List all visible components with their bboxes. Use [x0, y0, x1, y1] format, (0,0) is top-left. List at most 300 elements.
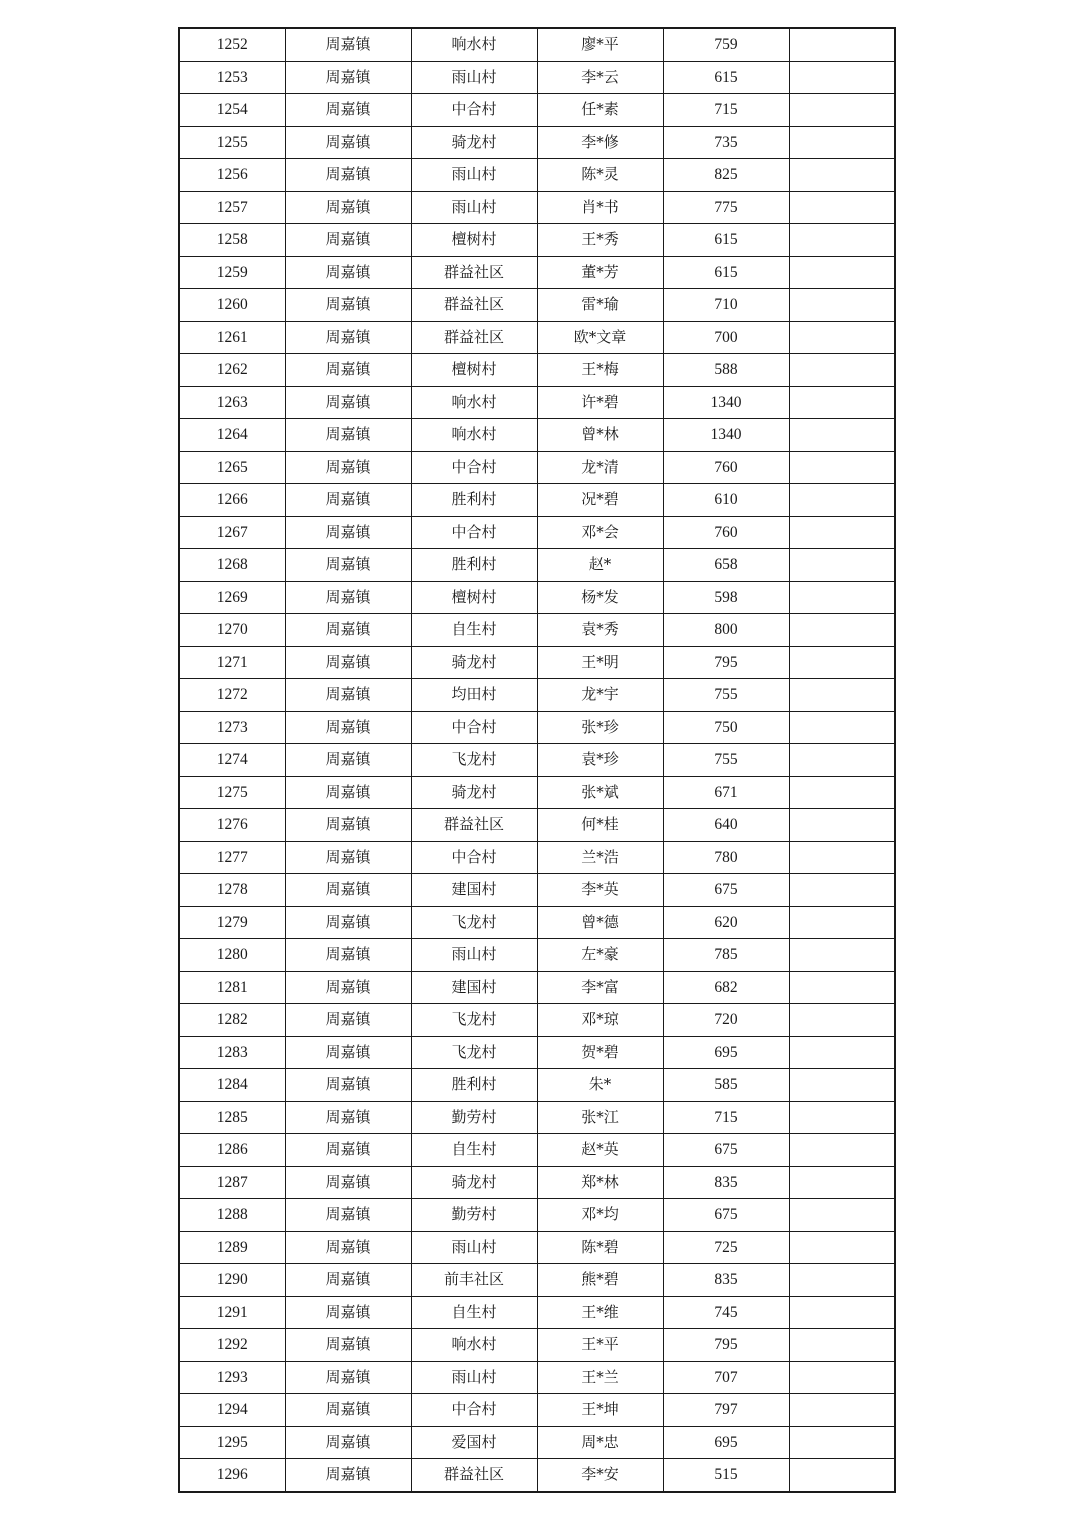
person-name-cell: 王*维 — [537, 1296, 663, 1329]
amount-cell: 780 — [663, 841, 789, 874]
remark-cell — [789, 841, 895, 874]
town-cell: 周嘉镇 — [285, 256, 411, 289]
table-row — [179, 1166, 895, 1199]
serial-number-cell: 1270 — [179, 614, 285, 647]
remark-cell — [789, 1296, 895, 1329]
amount-cell: 615 — [663, 61, 789, 94]
serial-number-cell: 1293 — [179, 1361, 285, 1394]
amount-cell: 1340 — [663, 386, 789, 419]
village-cell: 建国村 — [411, 874, 537, 907]
village-cell: 群益社区 — [411, 321, 537, 354]
table-row — [179, 679, 895, 712]
table-row — [179, 1069, 895, 1102]
town-cell: 周嘉镇 — [285, 1426, 411, 1459]
town-cell: 周嘉镇 — [285, 1361, 411, 1394]
village-cell: 骑龙村 — [411, 1166, 537, 1199]
village-cell: 建国村 — [411, 971, 537, 1004]
village-cell: 中合村 — [411, 841, 537, 874]
table-row — [179, 256, 895, 289]
village-cell: 响水村 — [411, 28, 537, 61]
person-name-cell: 陈*灵 — [537, 159, 663, 192]
serial-number-cell: 1268 — [179, 549, 285, 582]
remark-cell — [789, 419, 895, 452]
remark-cell — [789, 809, 895, 842]
town-cell: 周嘉镇 — [285, 1231, 411, 1264]
person-name-cell: 李*富 — [537, 971, 663, 1004]
person-name-cell: 赵* — [537, 549, 663, 582]
amount-cell: 797 — [663, 1394, 789, 1427]
person-name-cell: 朱* — [537, 1069, 663, 1102]
serial-number-cell: 1279 — [179, 906, 285, 939]
table-row — [179, 1361, 895, 1394]
roster-table — [178, 27, 896, 1493]
person-name-cell: 李*修 — [537, 126, 663, 159]
village-cell: 自生村 — [411, 614, 537, 647]
village-cell: 群益社区 — [411, 289, 537, 322]
village-cell: 群益社区 — [411, 256, 537, 289]
town-cell: 周嘉镇 — [285, 224, 411, 257]
person-name-cell: 张*江 — [537, 1101, 663, 1134]
amount-cell: 695 — [663, 1036, 789, 1069]
remark-cell — [789, 1459, 895, 1492]
person-name-cell: 雷*瑜 — [537, 289, 663, 322]
amount-cell: 715 — [663, 1101, 789, 1134]
table-row — [179, 159, 895, 192]
table-row — [179, 289, 895, 322]
serial-number-cell: 1263 — [179, 386, 285, 419]
town-cell: 周嘉镇 — [285, 971, 411, 1004]
village-cell: 胜利村 — [411, 549, 537, 582]
table-row — [179, 874, 895, 907]
person-name-cell: 邓*均 — [537, 1199, 663, 1232]
village-cell: 响水村 — [411, 386, 537, 419]
serial-number-cell: 1254 — [179, 94, 285, 127]
town-cell: 周嘉镇 — [285, 1459, 411, 1492]
table-row — [179, 61, 895, 94]
town-cell: 周嘉镇 — [285, 679, 411, 712]
remark-cell — [789, 386, 895, 419]
village-cell: 中合村 — [411, 516, 537, 549]
table-row — [179, 549, 895, 582]
serial-number-cell: 1289 — [179, 1231, 285, 1264]
town-cell: 周嘉镇 — [285, 1296, 411, 1329]
serial-number-cell: 1261 — [179, 321, 285, 354]
remark-cell — [789, 874, 895, 907]
town-cell: 周嘉镇 — [285, 549, 411, 582]
table-row — [179, 614, 895, 647]
serial-number-cell: 1264 — [179, 419, 285, 452]
person-name-cell: 曾*林 — [537, 419, 663, 452]
town-cell: 周嘉镇 — [285, 1134, 411, 1167]
person-name-cell: 龙*宇 — [537, 679, 663, 712]
village-cell: 檀树村 — [411, 224, 537, 257]
village-cell: 中合村 — [411, 94, 537, 127]
table-row — [179, 1036, 895, 1069]
amount-cell: 675 — [663, 1199, 789, 1232]
amount-cell: 760 — [663, 516, 789, 549]
remark-cell — [789, 321, 895, 354]
village-cell: 飞龙村 — [411, 1036, 537, 1069]
town-cell: 周嘉镇 — [285, 1264, 411, 1297]
serial-number-cell: 1277 — [179, 841, 285, 874]
serial-number-cell: 1272 — [179, 679, 285, 712]
table-row — [179, 809, 895, 842]
remark-cell — [789, 744, 895, 777]
remark-cell — [789, 581, 895, 614]
person-name-cell: 张*珍 — [537, 711, 663, 744]
table-row — [179, 1231, 895, 1264]
table-row — [179, 126, 895, 159]
table-row — [179, 1101, 895, 1134]
village-cell: 勤劳村 — [411, 1199, 537, 1232]
table-row — [179, 191, 895, 224]
amount-cell: 835 — [663, 1264, 789, 1297]
remark-cell — [789, 1329, 895, 1362]
remark-cell — [789, 256, 895, 289]
serial-number-cell: 1274 — [179, 744, 285, 777]
amount-cell: 720 — [663, 1004, 789, 1037]
amount-cell: 725 — [663, 1231, 789, 1264]
town-cell: 周嘉镇 — [285, 1166, 411, 1199]
person-name-cell: 况*碧 — [537, 484, 663, 517]
person-name-cell: 贺*碧 — [537, 1036, 663, 1069]
table-row — [179, 386, 895, 419]
remark-cell — [789, 711, 895, 744]
town-cell: 周嘉镇 — [285, 28, 411, 61]
town-cell: 周嘉镇 — [285, 646, 411, 679]
town-cell: 周嘉镇 — [285, 321, 411, 354]
amount-cell: 658 — [663, 549, 789, 582]
person-name-cell: 陈*碧 — [537, 1231, 663, 1264]
person-name-cell: 欧*文章 — [537, 321, 663, 354]
table-row — [179, 28, 895, 61]
remark-cell — [789, 1134, 895, 1167]
table-row — [179, 744, 895, 777]
table-row — [179, 1134, 895, 1167]
amount-cell: 671 — [663, 776, 789, 809]
serial-number-cell: 1281 — [179, 971, 285, 1004]
village-cell: 雨山村 — [411, 1231, 537, 1264]
serial-number-cell: 1271 — [179, 646, 285, 679]
serial-number-cell: 1275 — [179, 776, 285, 809]
amount-cell: 585 — [663, 1069, 789, 1102]
amount-cell: 588 — [663, 354, 789, 387]
town-cell: 周嘉镇 — [285, 1004, 411, 1037]
town-cell: 周嘉镇 — [285, 1394, 411, 1427]
remark-cell — [789, 28, 895, 61]
person-name-cell: 周*忠 — [537, 1426, 663, 1459]
town-cell: 周嘉镇 — [285, 191, 411, 224]
amount-cell: 715 — [663, 94, 789, 127]
table-row — [179, 1264, 895, 1297]
person-name-cell: 左*豪 — [537, 939, 663, 972]
serial-number-cell: 1292 — [179, 1329, 285, 1362]
amount-cell: 710 — [663, 289, 789, 322]
table-row — [179, 1004, 895, 1037]
serial-number-cell: 1260 — [179, 289, 285, 322]
serial-number-cell: 1255 — [179, 126, 285, 159]
town-cell: 周嘉镇 — [285, 386, 411, 419]
serial-number-cell: 1283 — [179, 1036, 285, 1069]
serial-number-cell: 1259 — [179, 256, 285, 289]
village-cell: 飞龙村 — [411, 1004, 537, 1037]
remark-cell — [789, 159, 895, 192]
table-row — [179, 516, 895, 549]
village-cell: 勤劳村 — [411, 1101, 537, 1134]
amount-cell: 755 — [663, 679, 789, 712]
amount-cell: 700 — [663, 321, 789, 354]
village-cell: 雨山村 — [411, 939, 537, 972]
remark-cell — [789, 549, 895, 582]
person-name-cell: 董*芳 — [537, 256, 663, 289]
roster-table-body — [179, 28, 895, 1492]
remark-cell — [789, 451, 895, 484]
amount-cell: 615 — [663, 224, 789, 257]
village-cell: 胜利村 — [411, 484, 537, 517]
remark-cell — [789, 906, 895, 939]
serial-number-cell: 1257 — [179, 191, 285, 224]
amount-cell: 615 — [663, 256, 789, 289]
remark-cell — [789, 614, 895, 647]
town-cell: 周嘉镇 — [285, 484, 411, 517]
amount-cell: 707 — [663, 1361, 789, 1394]
remark-cell — [789, 1394, 895, 1427]
person-name-cell: 龙*清 — [537, 451, 663, 484]
town-cell: 周嘉镇 — [285, 126, 411, 159]
table-row — [179, 484, 895, 517]
village-cell: 中合村 — [411, 1394, 537, 1427]
remark-cell — [789, 679, 895, 712]
serial-number-cell: 1288 — [179, 1199, 285, 1232]
remark-cell — [789, 776, 895, 809]
person-name-cell: 任*素 — [537, 94, 663, 127]
amount-cell: 682 — [663, 971, 789, 1004]
amount-cell: 745 — [663, 1296, 789, 1329]
table-row — [179, 1329, 895, 1362]
village-cell: 均田村 — [411, 679, 537, 712]
village-cell: 骑龙村 — [411, 646, 537, 679]
remark-cell — [789, 1361, 895, 1394]
table-row — [179, 1426, 895, 1459]
village-cell: 骑龙村 — [411, 776, 537, 809]
remark-cell — [789, 1231, 895, 1264]
person-name-cell: 廖*平 — [537, 28, 663, 61]
town-cell: 周嘉镇 — [285, 1329, 411, 1362]
amount-cell: 835 — [663, 1166, 789, 1199]
person-name-cell: 李*安 — [537, 1459, 663, 1492]
serial-number-cell: 1258 — [179, 224, 285, 257]
town-cell: 周嘉镇 — [285, 1199, 411, 1232]
person-name-cell: 何*桂 — [537, 809, 663, 842]
village-cell: 自生村 — [411, 1296, 537, 1329]
village-cell: 雨山村 — [411, 191, 537, 224]
person-name-cell: 肖*书 — [537, 191, 663, 224]
serial-number-cell: 1273 — [179, 711, 285, 744]
town-cell: 周嘉镇 — [285, 419, 411, 452]
table-row — [179, 354, 895, 387]
remark-cell — [789, 1101, 895, 1134]
remark-cell — [789, 484, 895, 517]
table-row — [179, 321, 895, 354]
serial-number-cell: 1291 — [179, 1296, 285, 1329]
village-cell: 雨山村 — [411, 159, 537, 192]
table-row — [179, 939, 895, 972]
town-cell: 周嘉镇 — [285, 581, 411, 614]
amount-cell: 515 — [663, 1459, 789, 1492]
person-name-cell: 袁*珍 — [537, 744, 663, 777]
person-name-cell: 王*坤 — [537, 1394, 663, 1427]
town-cell: 周嘉镇 — [285, 744, 411, 777]
person-name-cell: 邓*会 — [537, 516, 663, 549]
person-name-cell: 李*英 — [537, 874, 663, 907]
remark-cell — [789, 1004, 895, 1037]
serial-number-cell: 1290 — [179, 1264, 285, 1297]
village-cell: 自生村 — [411, 1134, 537, 1167]
town-cell: 周嘉镇 — [285, 906, 411, 939]
amount-cell: 640 — [663, 809, 789, 842]
serial-number-cell: 1280 — [179, 939, 285, 972]
remark-cell — [789, 1069, 895, 1102]
remark-cell — [789, 61, 895, 94]
village-cell: 骑龙村 — [411, 126, 537, 159]
village-cell: 飞龙村 — [411, 744, 537, 777]
person-name-cell: 邓*琼 — [537, 1004, 663, 1037]
remark-cell — [789, 126, 895, 159]
amount-cell: 675 — [663, 874, 789, 907]
serial-number-cell: 1287 — [179, 1166, 285, 1199]
table-row — [179, 776, 895, 809]
person-name-cell: 袁*秀 — [537, 614, 663, 647]
serial-number-cell: 1278 — [179, 874, 285, 907]
table-row — [179, 1459, 895, 1492]
person-name-cell: 王*平 — [537, 1329, 663, 1362]
town-cell: 周嘉镇 — [285, 516, 411, 549]
table-row — [179, 1199, 895, 1232]
remark-cell — [789, 1199, 895, 1232]
village-cell: 雨山村 — [411, 61, 537, 94]
person-name-cell: 王*梅 — [537, 354, 663, 387]
village-cell: 檀树村 — [411, 581, 537, 614]
person-name-cell: 郑*林 — [537, 1166, 663, 1199]
town-cell: 周嘉镇 — [285, 776, 411, 809]
amount-cell: 735 — [663, 126, 789, 159]
table-row — [179, 224, 895, 257]
serial-number-cell: 1284 — [179, 1069, 285, 1102]
person-name-cell: 王*秀 — [537, 224, 663, 257]
amount-cell: 760 — [663, 451, 789, 484]
village-cell: 响水村 — [411, 419, 537, 452]
town-cell: 周嘉镇 — [285, 809, 411, 842]
serial-number-cell: 1295 — [179, 1426, 285, 1459]
table-row — [179, 94, 895, 127]
serial-number-cell: 1269 — [179, 581, 285, 614]
village-cell: 群益社区 — [411, 809, 537, 842]
remark-cell — [789, 224, 895, 257]
village-cell: 飞龙村 — [411, 906, 537, 939]
table-row — [179, 419, 895, 452]
remark-cell — [789, 191, 895, 224]
serial-number-cell: 1267 — [179, 516, 285, 549]
table-row — [179, 451, 895, 484]
person-name-cell: 赵*英 — [537, 1134, 663, 1167]
amount-cell: 695 — [663, 1426, 789, 1459]
town-cell: 周嘉镇 — [285, 1101, 411, 1134]
remark-cell — [789, 1264, 895, 1297]
town-cell: 周嘉镇 — [285, 1069, 411, 1102]
serial-number-cell: 1285 — [179, 1101, 285, 1134]
serial-number-cell: 1296 — [179, 1459, 285, 1492]
serial-number-cell: 1286 — [179, 1134, 285, 1167]
table-row — [179, 971, 895, 1004]
village-cell: 前丰社区 — [411, 1264, 537, 1297]
amount-cell: 825 — [663, 159, 789, 192]
amount-cell: 598 — [663, 581, 789, 614]
table-row — [179, 1394, 895, 1427]
village-cell: 雨山村 — [411, 1361, 537, 1394]
amount-cell: 610 — [663, 484, 789, 517]
town-cell: 周嘉镇 — [285, 61, 411, 94]
remark-cell — [789, 354, 895, 387]
remark-cell — [789, 646, 895, 679]
remark-cell — [789, 289, 895, 322]
amount-cell: 800 — [663, 614, 789, 647]
serial-number-cell: 1262 — [179, 354, 285, 387]
table-row — [179, 581, 895, 614]
town-cell: 周嘉镇 — [285, 614, 411, 647]
village-cell: 胜利村 — [411, 1069, 537, 1102]
village-cell: 中合村 — [411, 711, 537, 744]
person-name-cell: 王*兰 — [537, 1361, 663, 1394]
amount-cell: 675 — [663, 1134, 789, 1167]
serial-number-cell: 1252 — [179, 28, 285, 61]
amount-cell: 785 — [663, 939, 789, 972]
town-cell: 周嘉镇 — [285, 159, 411, 192]
town-cell: 周嘉镇 — [285, 451, 411, 484]
person-name-cell: 熊*碧 — [537, 1264, 663, 1297]
town-cell: 周嘉镇 — [285, 939, 411, 972]
amount-cell: 795 — [663, 646, 789, 679]
serial-number-cell: 1266 — [179, 484, 285, 517]
amount-cell: 750 — [663, 711, 789, 744]
serial-number-cell: 1253 — [179, 61, 285, 94]
table-row — [179, 711, 895, 744]
table-row — [179, 646, 895, 679]
town-cell: 周嘉镇 — [285, 94, 411, 127]
person-name-cell: 杨*发 — [537, 581, 663, 614]
village-cell: 群益社区 — [411, 1459, 537, 1492]
town-cell: 周嘉镇 — [285, 841, 411, 874]
amount-cell: 620 — [663, 906, 789, 939]
person-name-cell: 张*斌 — [537, 776, 663, 809]
amount-cell: 1340 — [663, 419, 789, 452]
remark-cell — [789, 1036, 895, 1069]
village-cell: 爱国村 — [411, 1426, 537, 1459]
town-cell: 周嘉镇 — [285, 1036, 411, 1069]
table-row — [179, 841, 895, 874]
serial-number-cell: 1282 — [179, 1004, 285, 1037]
remark-cell — [789, 939, 895, 972]
person-name-cell: 王*明 — [537, 646, 663, 679]
amount-cell: 759 — [663, 28, 789, 61]
serial-number-cell: 1256 — [179, 159, 285, 192]
serial-number-cell: 1294 — [179, 1394, 285, 1427]
town-cell: 周嘉镇 — [285, 874, 411, 907]
amount-cell: 795 — [663, 1329, 789, 1362]
amount-cell: 775 — [663, 191, 789, 224]
serial-number-cell: 1265 — [179, 451, 285, 484]
person-name-cell: 兰*浩 — [537, 841, 663, 874]
remark-cell — [789, 94, 895, 127]
